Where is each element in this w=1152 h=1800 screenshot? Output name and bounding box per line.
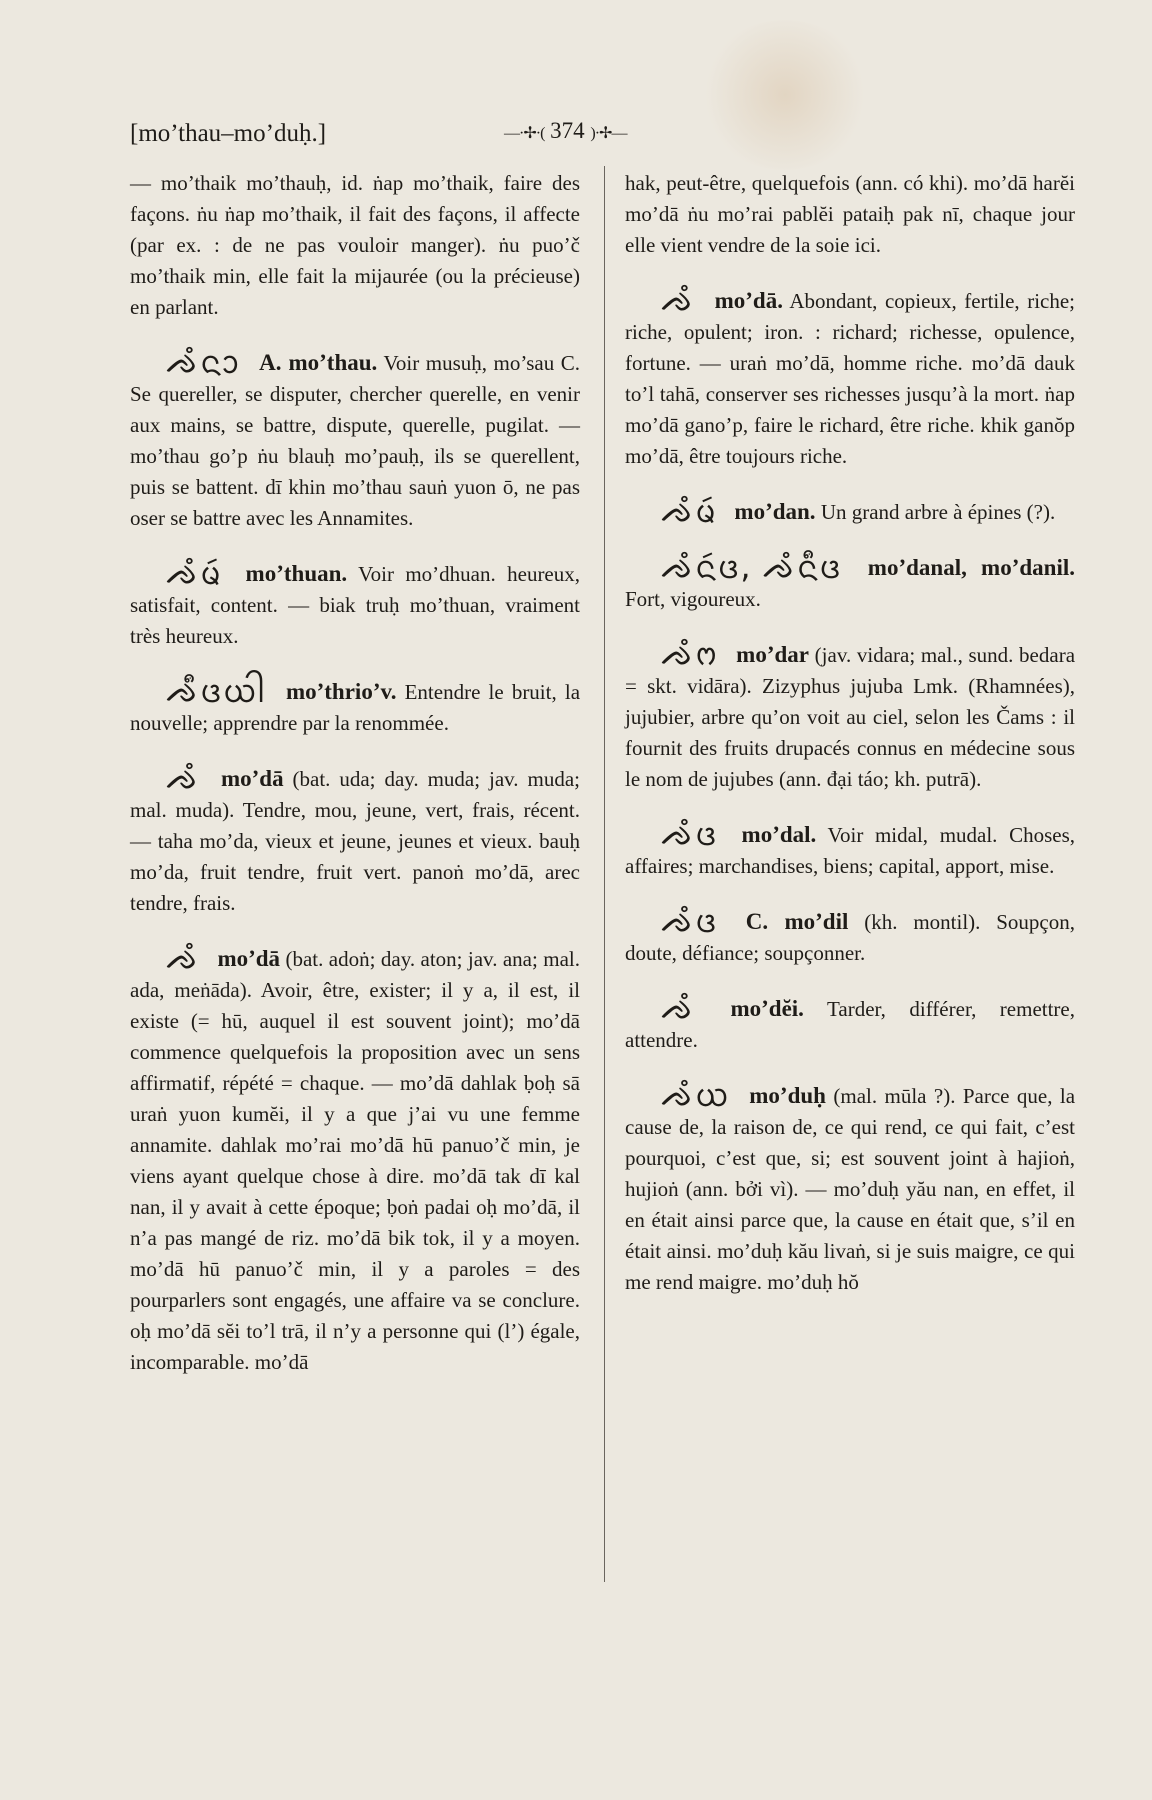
entry-headword: mo’dan. [734, 499, 816, 524]
entry-text: hak, peut-être, quelquefois (ann. có khi). mo’dā harĕi mo’dā ṅu mo’rai pablĕi pataiḥ pak nī, chaque jour elle vient vendre de la soie ici. [625, 171, 1075, 257]
dictionary-entry [130, 343, 581, 534]
right-column [625, 168, 1075, 1298]
entry-headword: mo’dā [220, 766, 284, 791]
entry-text: Tarder, différer, remettre, attendre. [625, 997, 1075, 1052]
dictionary-entry [130, 672, 581, 739]
entry-text: Entendre le bruit, la nouvelle; apprendre par la renommée. [130, 680, 581, 735]
entry-text: Fort, vigoureux. [625, 587, 761, 611]
cham-script-word: ᨌᩴ [166, 759, 201, 797]
entry-headword: mo’danal, mo’danil. [867, 555, 1075, 580]
entry-headword: mo’dā [217, 946, 281, 971]
continuation-paragraph [130, 168, 580, 323]
entry-headword: C. mo’dil [745, 909, 849, 934]
left-column [130, 168, 580, 1378]
dictionary-entry [625, 1076, 1076, 1298]
entry-text: Voir musuḥ, mo’sau C. Se quereller, se disputer, chercher querelle, en venir aux mains, se battre, dispute, querelle, pugilat. — mo’thau go’p ṅu blauḥ mo’pauḥ, ils se querellent, puis se battent. dī khin mo’thau sauṅ yuon ō, ne pas oser se battre avec les Annamites. [130, 351, 581, 530]
entry-headword: mo’duḥ [749, 1083, 826, 1108]
running-head: [mo’thau–mo’duḥ.] [130, 120, 327, 147]
entry-text: — mo’thaik mo’thauḥ, id. ṅap mo’thaik, faire des façons. ṅu ṅap mo’thaik, il fait des façons, il affecte (par ex. : de ne pas vouloir manger). ṅu puo’č mo’thaik min, elle fait la mijaurée (ou la précieuse) en parlant. [130, 171, 580, 319]
cham-script-word: ᨌᩴ [166, 939, 201, 977]
page-number-value: 374 [550, 118, 585, 143]
cham-script-word: ᨌᩴᨿ [661, 1076, 730, 1114]
entry-text: (bat. adoṅ; day. aton; jav. ana; mal. ada, meṅāda). Avoir, être, exister; il y a, il est, il existe (= hū, auquel il est souvent joint); mo’dā commence quelquefois la proposition avec un sens affirmatif, répété = chaque. — mo’dā dahlak ḅoḥ sā uraṅ yuon kumĕi, il y a que j’ai vu une femme annamite. dahlak mo’rai mo’dā hū panuo’č min, je viens ayant quelque chose à dire. mo’dā tak dī kal nan, il y avait à cette époque; ḅoṅ padai oḥ mo’dā, il n’a pas mangé de riz. mo’dā bik tok, il y a moyen. mo’dā hū panuo’č min, il y a paroles = des pourparlers sont engagés, une affaire va se conclure. oḥ mo’dā sĕi to’l trā, il n’y a personne qui (l’) égale, incomparable. mo’dā [130, 947, 580, 1374]
entry-headword: mo’thuan. [245, 561, 348, 586]
dictionary-entry [625, 902, 1076, 969]
entry-headword: A. mo’thau. [259, 350, 378, 375]
cham-script-word: ᨌᩴᨻ [661, 635, 719, 673]
ornament-right: )·✢— [590, 125, 627, 142]
entry-headword: mo’thrio’v. [285, 679, 397, 704]
ornament-left: —·✢·( [504, 125, 545, 142]
dictionary-entry [130, 759, 580, 919]
entry-text: (bat. uda; day. muda; jav. muda; mal. muda). Tendre, mou, jeune, vert, frais, récent. — taha mo’da, vieux et jeune, jeunes et vieux. bauḥ mo’da, fruit tendre, fruit vert. panoṅ mo’dā, arec tendre, frais. [130, 767, 580, 915]
cham-script-word: ᨌᩴ [661, 281, 696, 319]
page-header [130, 118, 1074, 158]
dictionary-entry [625, 989, 1075, 1056]
entry-text: Voir midal, mudal. Choses, affaires; marchandises, biens; capital, apport, mise. [625, 823, 1075, 878]
cham-script-word: ᨌᩴᨴ [661, 815, 718, 853]
entry-text: (kh. montil). Soupçon, doute, défiance; soupçonner. [625, 910, 1076, 965]
column-divider [604, 166, 605, 1582]
dictionary-entry [130, 554, 581, 652]
cham-script-word: ᨌᩴᨶᩢᨴ, ᨌᩴᨶᩧᨴ [661, 548, 843, 586]
cham-script-word: ᨌᩴᨶᩣ [166, 343, 241, 381]
dictionary-entry [625, 815, 1075, 882]
entry-text: Voir mo’dhuan. heureux, satisfait, content. — biak truḥ mo’thuan, vraiment très heureux. [130, 562, 581, 648]
cham-script-word: ᨌᩴ [661, 989, 696, 1027]
entry-headword: mo’dā. [714, 288, 783, 313]
continuation-paragraph [625, 168, 1075, 261]
entry-headword: mo’dar [736, 642, 809, 667]
entry-text: Abondant, copieux, fertile, riche; riche, opulent; iron. : richard; richesse, opulence, fortune. — uraṅ mo’dā, homme riche. mo’dā dauk to’l tahā, conserver ses richesses jusqu’à la mort. ṅap mo’dā gano’p, faire le richard, être riche. khik ganŏp mo’dā, être toujours riche. [625, 289, 1076, 468]
dictionary-entry [625, 635, 1076, 795]
entry-text: (mal. mūla ?). Parce que, la cause de, la raison de, ce qui rend, ce qui fait, c’est pourquoi, c’est que, si; est souvent joint à hajioṅ, hujioṅ (ann. bởi vì). — mo’duḥ yău nan, en effet, il en était ainsi parce que, la cause en était que, s’il en était ainsi. mo’duḥ kău livaṅ, si je suis maigre, ce qui me rend maigre. mo’duḥ hŏ [625, 1084, 1076, 1294]
page-number [504, 118, 626, 144]
dictionary-entry [625, 548, 1075, 615]
cham-script-word: ᨌᩴᨴ [661, 902, 718, 940]
dictionary-entry [625, 492, 1075, 530]
entry-text: Un grand arbre à épines (?). [820, 500, 1056, 524]
cham-script-word: ᨌᩴᨾᩢ [661, 492, 718, 530]
cham-script-word: ᨌᩴᨾᩢ [166, 554, 223, 592]
cham-script-word: ᨌᩧᨴᨿᩤ [166, 672, 266, 710]
entry-text: (jav. vidara; mal., sund. bedara = skt. vidāra). Zizyphus jujuba Lmk. (Rhamnées), jujubier, arbre qu’on voit au ciel, selon les Čams : il fournit des fruits drupacés connus en médecine sous le nom de jujubes (ann. đại táo; kh. putrā). [625, 643, 1076, 791]
dictionary-entry [130, 939, 580, 1378]
entry-headword: mo’dal. [741, 822, 817, 847]
dictionary-entry [625, 281, 1076, 472]
entry-headword: mo’dĕi. [730, 996, 804, 1021]
